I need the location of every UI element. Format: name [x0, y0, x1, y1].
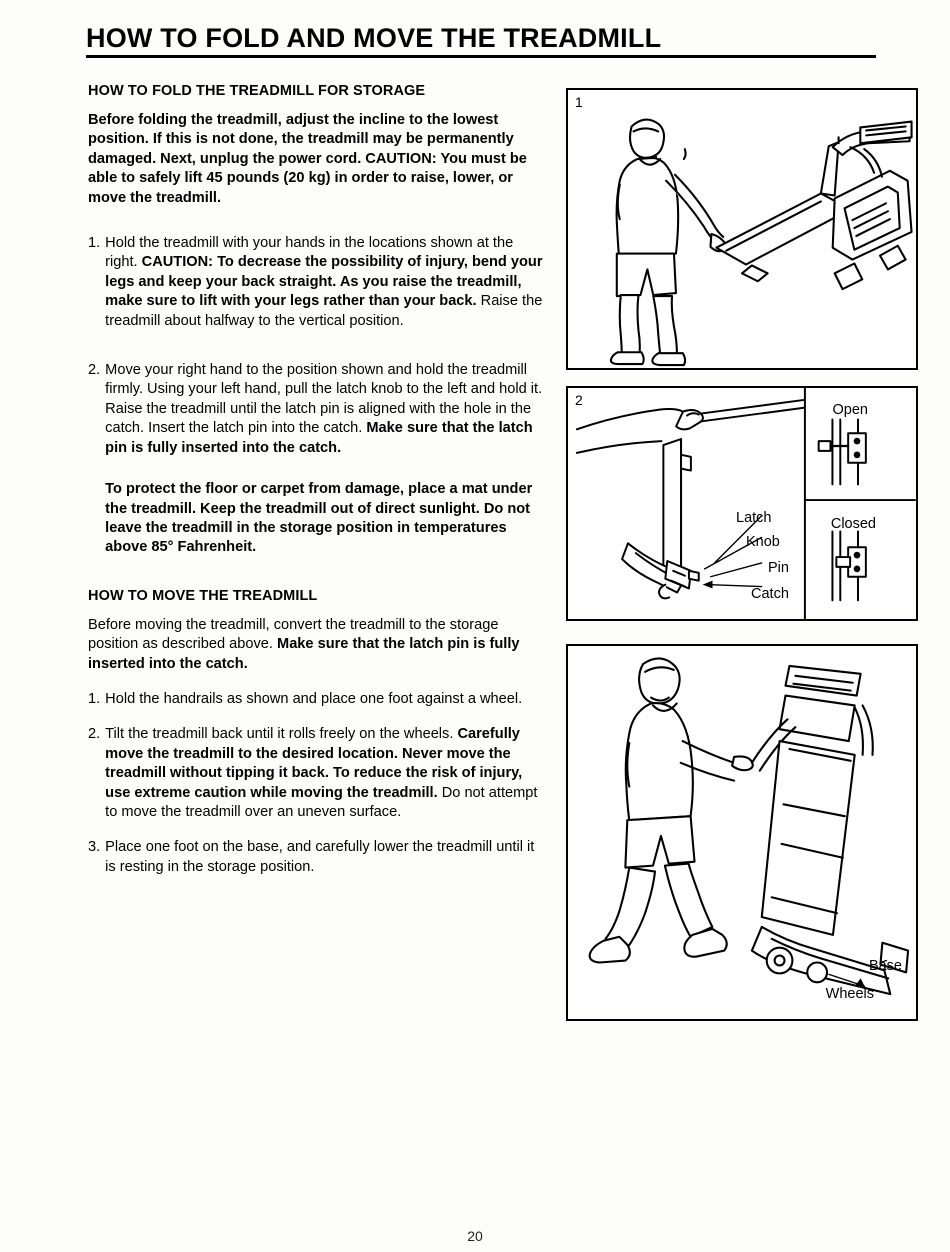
list-item	[88, 690, 543, 709]
figure-2-label-catch: Catch	[751, 586, 789, 602]
list-item-number: 3.	[88, 839, 101, 856]
figure-3-label-wheels: Wheels	[825, 986, 874, 1002]
list-item-text	[105, 725, 543, 822]
section-heading-move: HOW TO MOVE THE TREADMILL	[88, 587, 318, 604]
note-indent-spacer	[88, 480, 105, 558]
list-item-text-emphasis: CAUTION: To decrease the possibility of injury, bend your legs and keep your back straight. As you raise the treadmill, make sure to lift with your legs rather than your back.	[105, 254, 543, 310]
figure-3	[566, 644, 918, 1021]
figure-2-label-pin: Pin	[768, 560, 789, 576]
figure-3-label-base: Base	[868, 958, 902, 974]
move-intro-a: Before moving the treadmill, convert the treadmill to the storage position as described above.	[88, 616, 499, 653]
list-item-text-a: Hold the treadmill with your hands in the locations shown at the right.	[105, 235, 514, 271]
fold-note-block	[88, 480, 543, 558]
figure-2	[566, 386, 918, 621]
list-item	[88, 361, 543, 458]
list-item-number: 1.	[88, 235, 101, 252]
page-title	[86, 24, 876, 58]
list-item	[88, 234, 543, 331]
section-heading-fold: HOW TO FOLD THE TREADMILL FOR STORAGE	[88, 83, 426, 99]
page-number: 20	[467, 1228, 483, 1244]
move-intro-paragraph	[88, 616, 543, 674]
fold-note-text: To protect the floor or carpet from damage, place a mat under the treadmill. Keep the treadmill out of direct sunlight. Do not leave the treadmill in the storage position in temperatures above 85° Fahrenheit.	[105, 481, 533, 556]
figure-2-illustration	[568, 388, 916, 619]
list-item-text-c: Do not attempt to move the treadmill over an uneven surface.	[105, 784, 538, 820]
figure-2-label-knob: Knob	[746, 534, 780, 550]
figure-2-number: 2	[575, 392, 583, 408]
list-item-text-a: Move your right hand to the position shown and hold the treadmill firmly. Using your left hand, pull the latch knob to the left and hold it. Raise the treadmill until the latch pin is aligned with the hole in the catch. Insert the latch pin into the catch.	[105, 362, 543, 437]
text-column	[88, 83, 543, 893]
figure-2-label-closed: Closed	[830, 516, 876, 532]
list-item-text	[105, 361, 543, 458]
fold-intro-paragraph: Before folding the treadmill, adjust the incline to the lowest position. If this is not done, the treadmill may be permanently damaged. Next, unplug the power cord. CAUTION: You must be able to safely lift 45 pounds (20 kg) in order to raise, lower, or move the treadmill.	[88, 112, 527, 206]
list-item	[88, 838, 543, 877]
list-item-number: 2.	[88, 726, 101, 743]
move-intro-emphasis: Make sure that the latch pin is fully inserted into the catch.	[88, 636, 520, 672]
list-item-text	[105, 234, 543, 331]
list-item-text-emphasis: Carefully move the treadmill to the desired location. Never move the treadmill without tipping it back. To reduce the risk of injury, use extreme caution while moving the treadmill.	[105, 726, 523, 801]
list-item-text: Hold the handrails as shown and place one foot against a wheel.	[105, 690, 523, 707]
list-item-text-a: Tilt the treadmill back until it rolls freely on the wheels.	[105, 726, 458, 743]
figure-3-illustration	[568, 646, 916, 1019]
figure-2-label-latch: Latch	[736, 510, 772, 526]
title-divider	[86, 55, 876, 58]
figure-1-number: 1	[575, 94, 583, 110]
figure-1-illustration	[568, 90, 916, 368]
figure-2-label-open: Open	[832, 402, 868, 418]
figure-1	[566, 88, 918, 370]
list-item-text-emphasis: Make sure that the latch pin is fully inserted into the catch.	[105, 420, 533, 456]
list-item-number: 2.	[88, 362, 101, 379]
list-item-text-c: Raise the treadmill about halfway to the vertical position.	[105, 293, 543, 329]
list-item	[88, 725, 543, 822]
list-item-number: 1.	[88, 690, 101, 707]
list-item-text: Place one foot on the base, and carefully lower the treadmill until it is resting in the storage position.	[105, 839, 535, 875]
page-title-text: HOW TO FOLD AND MOVE THE TREADMILL	[86, 23, 662, 53]
